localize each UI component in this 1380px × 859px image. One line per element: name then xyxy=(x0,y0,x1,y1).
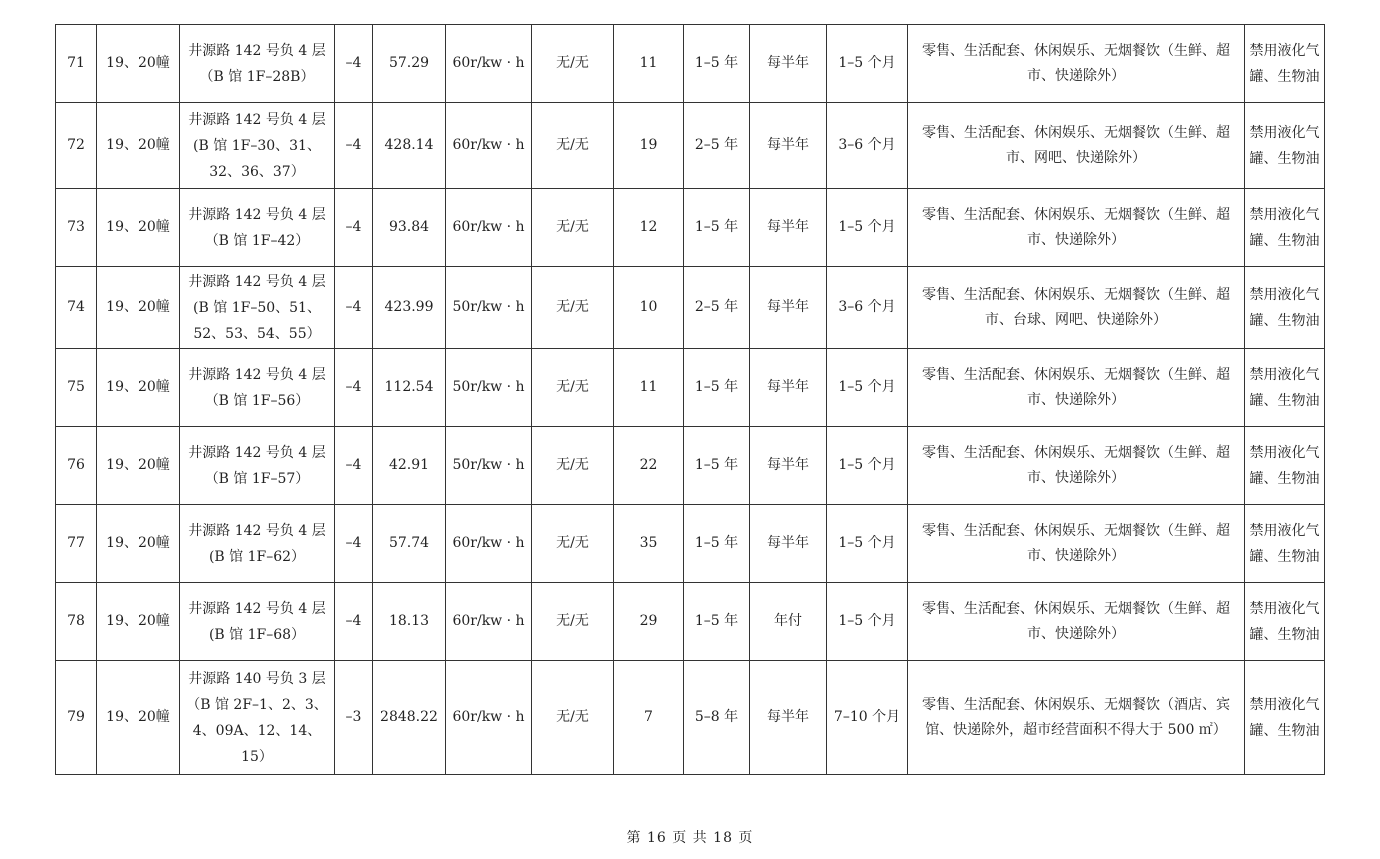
cell-address: 井源路 142 号负 4 层（B 馆 1F–57） xyxy=(180,427,335,505)
cell-payment: 每半年 xyxy=(750,25,827,103)
cell-no: 71 xyxy=(56,25,97,103)
cell-area: 42.91 xyxy=(373,427,446,505)
cell-free-period: 1–5 个月 xyxy=(827,349,908,427)
cell-payment: 每半年 xyxy=(750,349,827,427)
cell-rent: 无/无 xyxy=(532,267,614,349)
cell-note: 禁用液化气罐、生物油 xyxy=(1245,267,1325,349)
cell-address: 井源路 142 号负 4 层(B 馆 1F–50、51、52、53、54、55） xyxy=(180,267,335,349)
cell-formats: 零售、生活配套、休闲娱乐、无烟餐饮（生鲜、超市、网吧、快递除外） xyxy=(908,103,1245,189)
cell-count: 35 xyxy=(614,505,684,583)
cell-term: 1–5 年 xyxy=(684,583,750,661)
cell-power: 60r/kw · h xyxy=(446,25,532,103)
cell-free-period: 3–6 个月 xyxy=(827,103,908,189)
cell-payment: 年付 xyxy=(750,583,827,661)
cell-payment: 每半年 xyxy=(750,103,827,189)
cell-note: 禁用液化气罐、生物油 xyxy=(1245,427,1325,505)
cell-rent: 无/无 xyxy=(532,583,614,661)
cell-formats: 零售、生活配套、休闲娱乐、无烟餐饮（生鲜、超市、快递除外） xyxy=(908,349,1245,427)
cell-floor: –3 xyxy=(335,661,373,775)
cell-payment: 每半年 xyxy=(750,267,827,349)
cell-address: 井源路 142 号负 4 层（B 馆 1F–42） xyxy=(180,189,335,267)
cell-term: 1–5 年 xyxy=(684,427,750,505)
cell-note: 禁用液化气罐、生物油 xyxy=(1245,349,1325,427)
cell-free-period: 3–6 个月 xyxy=(827,267,908,349)
cell-power: 60r/kw · h xyxy=(446,661,532,775)
cell-no: 76 xyxy=(56,427,97,505)
cell-area: 112.54 xyxy=(373,349,446,427)
cell-power: 50r/kw · h xyxy=(446,427,532,505)
cell-power: 60r/kw · h xyxy=(446,189,532,267)
cell-formats: 零售、生活配套、休闲娱乐、无烟餐饮（生鲜、超市、快递除外） xyxy=(908,505,1245,583)
cell-term: 1–5 年 xyxy=(684,505,750,583)
cell-formats: 零售、生活配套、休闲娱乐、无烟餐饮（生鲜、超市、快递除外） xyxy=(908,189,1245,267)
table-row xyxy=(56,103,1325,189)
cell-area: 93.84 xyxy=(373,189,446,267)
cell-address: 井源路 142 号负 4 层（B 馆 1F–28B） xyxy=(180,25,335,103)
cell-formats: 零售、生活配套、休闲娱乐、无烟餐饮（生鲜、超市、快递除外） xyxy=(908,25,1245,103)
cell-address: 井源路 140 号负 3 层（B 馆 2F–1、2、3、4、09A、12、14、15） xyxy=(180,661,335,775)
cell-note: 禁用液化气罐、生物油 xyxy=(1245,103,1325,189)
table-row xyxy=(56,583,1325,661)
cell-area: 428.14 xyxy=(373,103,446,189)
cell-area: 423.99 xyxy=(373,267,446,349)
cell-building: 19、20幢 xyxy=(97,267,180,349)
table-row xyxy=(56,505,1325,583)
cell-floor: –4 xyxy=(335,505,373,583)
table-row xyxy=(56,267,1325,349)
cell-term: 2–5 年 xyxy=(684,267,750,349)
cell-term: 1–5 年 xyxy=(684,189,750,267)
table-row xyxy=(56,25,1325,103)
cell-building: 19、20幢 xyxy=(97,103,180,189)
cell-free-period: 1–5 个月 xyxy=(827,505,908,583)
cell-area: 57.74 xyxy=(373,505,446,583)
cell-no: 77 xyxy=(56,505,97,583)
cell-no: 74 xyxy=(56,267,97,349)
cell-rent: 无/无 xyxy=(532,25,614,103)
cell-floor: –4 xyxy=(335,267,373,349)
cell-floor: –4 xyxy=(335,583,373,661)
cell-rent: 无/无 xyxy=(532,349,614,427)
cell-formats: 零售、生活配套、休闲娱乐、无烟餐饮（酒店、宾馆、快递除外，超市经营面积不得大于 500 ㎡） xyxy=(908,661,1245,775)
cell-address: 井源路 142 号负 4 层(B 馆 1F–30、31、32、36、37） xyxy=(180,103,335,189)
cell-floor: –4 xyxy=(335,25,373,103)
cell-no: 73 xyxy=(56,189,97,267)
cell-formats: 零售、生活配套、休闲娱乐、无烟餐饮（生鲜、超市、快递除外） xyxy=(908,583,1245,661)
cell-power: 60r/kw · h xyxy=(446,505,532,583)
cell-term: 1–5 年 xyxy=(684,25,750,103)
cell-count: 19 xyxy=(614,103,684,189)
cell-floor: –4 xyxy=(335,189,373,267)
cell-term: 5–8 年 xyxy=(684,661,750,775)
cell-building: 19、20幢 xyxy=(97,505,180,583)
cell-power: 50r/kw · h xyxy=(446,349,532,427)
cell-count: 22 xyxy=(614,427,684,505)
cell-rent: 无/无 xyxy=(532,103,614,189)
page-number-footer: 第 16 页 共 18 页 xyxy=(626,830,754,846)
cell-building: 19、20幢 xyxy=(97,583,180,661)
cell-address: 井源路 142 号负 4 层(B 馆 1F–68） xyxy=(180,583,335,661)
cell-free-period: 7–10 个月 xyxy=(827,661,908,775)
cell-count: 11 xyxy=(614,349,684,427)
cell-count: 10 xyxy=(614,267,684,349)
cell-power: 60r/kw · h xyxy=(446,583,532,661)
cell-building: 19、20幢 xyxy=(97,661,180,775)
cell-rent: 无/无 xyxy=(532,661,614,775)
cell-payment: 每半年 xyxy=(750,189,827,267)
cell-no: 72 xyxy=(56,103,97,189)
cell-power: 50r/kw · h xyxy=(446,267,532,349)
cell-note: 禁用液化气罐、生物油 xyxy=(1245,661,1325,775)
cell-note: 禁用液化气罐、生物油 xyxy=(1245,583,1325,661)
table-row xyxy=(56,427,1325,505)
cell-free-period: 1–5 个月 xyxy=(827,427,908,505)
cell-no: 75 xyxy=(56,349,97,427)
cell-rent: 无/无 xyxy=(532,189,614,267)
cell-address: 井源路 142 号负 4 层（B 馆 1F–56） xyxy=(180,349,335,427)
cell-note: 禁用液化气罐、生物油 xyxy=(1245,25,1325,103)
cell-formats: 零售、生活配套、休闲娱乐、无烟餐饮（生鲜、超市、快递除外） xyxy=(908,427,1245,505)
cell-payment: 每半年 xyxy=(750,427,827,505)
cell-free-period: 1–5 个月 xyxy=(827,583,908,661)
cell-floor: –4 xyxy=(335,427,373,505)
cell-free-period: 1–5 个月 xyxy=(827,25,908,103)
cell-power: 60r/kw · h xyxy=(446,103,532,189)
cell-no: 78 xyxy=(56,583,97,661)
cell-floor: –4 xyxy=(335,349,373,427)
cell-rent: 无/无 xyxy=(532,427,614,505)
cell-building: 19、20幢 xyxy=(97,427,180,505)
lease-table xyxy=(55,24,1325,775)
cell-count: 7 xyxy=(614,661,684,775)
cell-floor: –4 xyxy=(335,103,373,189)
cell-note: 禁用液化气罐、生物油 xyxy=(1245,505,1325,583)
cell-payment: 每半年 xyxy=(750,661,827,775)
cell-area: 57.29 xyxy=(373,25,446,103)
cell-rent: 无/无 xyxy=(532,505,614,583)
cell-formats: 零售、生活配套、休闲娱乐、无烟餐饮（生鲜、超市、台球、网吧、快递除外） xyxy=(908,267,1245,349)
cell-count: 12 xyxy=(614,189,684,267)
cell-address: 井源路 142 号负 4 层(B 馆 1F–62） xyxy=(180,505,335,583)
cell-area: 18.13 xyxy=(373,583,446,661)
table-row xyxy=(56,661,1325,775)
cell-building: 19、20幢 xyxy=(97,349,180,427)
cell-count: 29 xyxy=(614,583,684,661)
cell-free-period: 1–5 个月 xyxy=(827,189,908,267)
cell-note: 禁用液化气罐、生物油 xyxy=(1245,189,1325,267)
cell-term: 2–5 年 xyxy=(684,103,750,189)
cell-payment: 每半年 xyxy=(750,505,827,583)
cell-no: 79 xyxy=(56,661,97,775)
cell-building: 19、20幢 xyxy=(97,25,180,103)
cell-count: 11 xyxy=(614,25,684,103)
cell-area: 2848.22 xyxy=(373,661,446,775)
cell-term: 1–5 年 xyxy=(684,349,750,427)
table-row xyxy=(56,189,1325,267)
cell-building: 19、20幢 xyxy=(97,189,180,267)
table-row xyxy=(56,349,1325,427)
